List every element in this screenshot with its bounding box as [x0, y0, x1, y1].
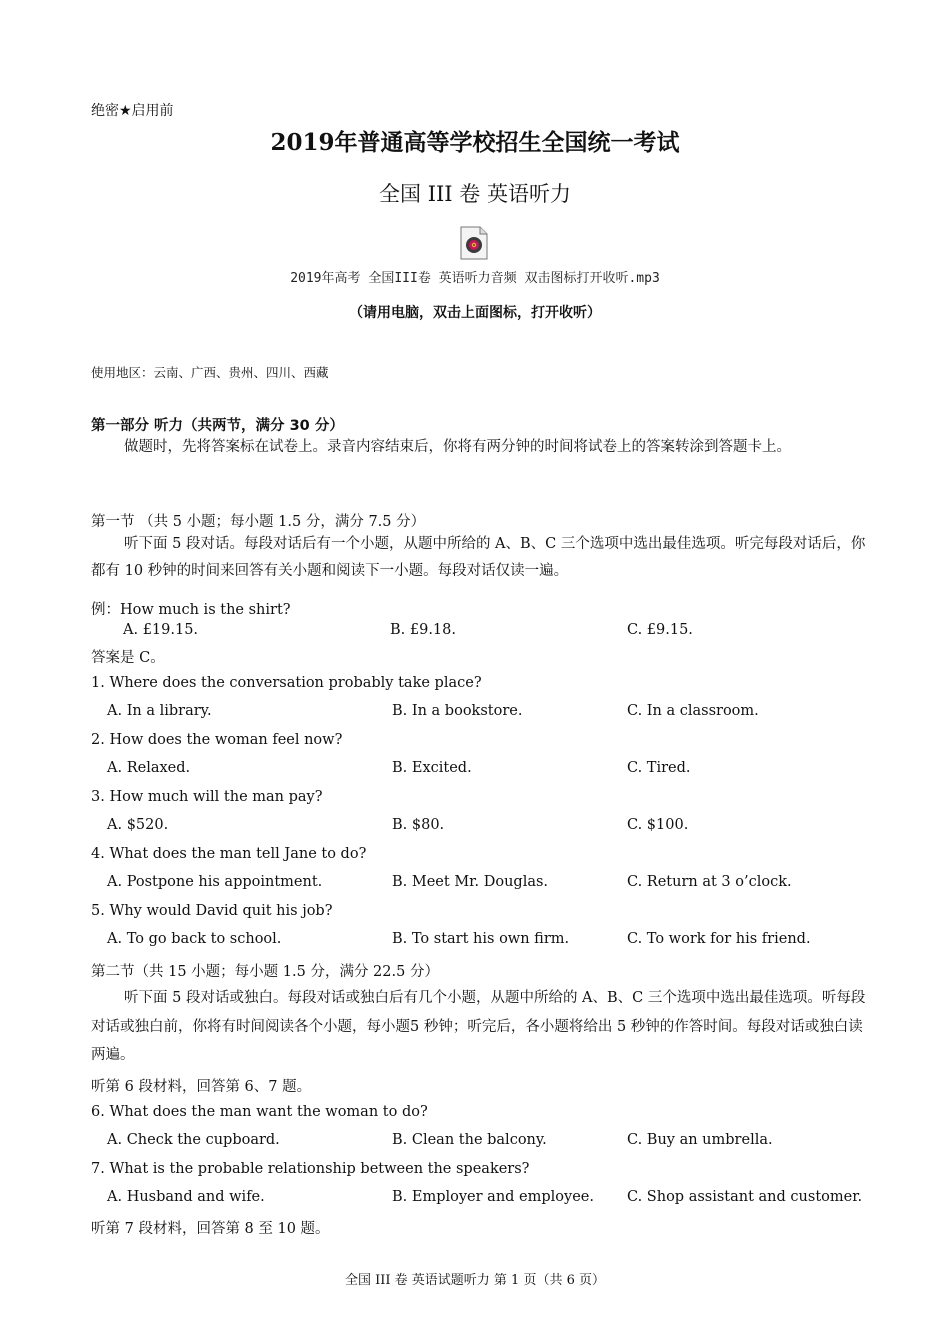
audio-hint: （请用电脑，双击上面图标，打开收听） — [349, 305, 601, 321]
exam-title: 2019年普通高等学校招生全国统一考试 — [270, 129, 680, 156]
question-2: 2. How does the woman feel now? — [91, 732, 343, 748]
material-7-note: 听第 7 段材料，回答第 8 至 10 题。 — [91, 1221, 330, 1237]
q3-option-a: A. $520. — [107, 817, 169, 833]
q2-option-b: B. Excited. — [392, 760, 472, 776]
usage-region: 使用地区：云南、广西、贵州、四川、西藏 — [91, 365, 329, 380]
example-answer: 答案是 C。 — [91, 650, 165, 666]
material-6-note: 听第 6 段材料，回答第 6、7 题。 — [91, 1079, 312, 1095]
q2-option-a: A. Relaxed. — [107, 760, 191, 776]
question-5: 5. Why would David quit his job? — [91, 903, 333, 919]
q4-option-b: B. Meet Mr. Douglas. — [392, 874, 549, 890]
q4-option-a: A. Postpone his appointment. — [107, 874, 323, 890]
question-6: 6. What does the man want the woman to do? — [91, 1104, 428, 1120]
q7-option-c: C. Shop assistant and customer. — [627, 1189, 863, 1205]
example-option-c: C. £9.15. — [627, 622, 693, 638]
question-7: 7. What is the probable relationship between the speakers? — [91, 1161, 530, 1177]
q7-option-a: A. Husband and wife. — [107, 1189, 265, 1205]
q5-option-c: C. To work for his friend. — [627, 931, 811, 947]
q2-option-c: C. Tired. — [627, 760, 691, 776]
q6-option-b: B. Clean the balcony. — [392, 1132, 547, 1148]
q6-option-c: C. Buy an umbrella. — [627, 1132, 773, 1148]
question-1: 1. Where does the conversation probably take place? — [91, 675, 482, 691]
q1-option-a: A. In a library. — [107, 703, 212, 719]
q7-option-b: B. Employer and employee. — [392, 1189, 594, 1205]
exam-subtitle: 全国 III 卷 英语听力 — [379, 182, 571, 206]
q1-option-c: C. In a classroom. — [627, 703, 759, 719]
q4-option-c: C. Return at 3 o’clock. — [627, 874, 792, 890]
q3-option-c: C. $100. — [627, 817, 689, 833]
section1-instructions: 听下面 5 段对话。每段对话后有一个小题，从题中所给的 A、B、C 三个选项中选出最佳选项。听完每段对话后，你都有 10 秒钟的时间来回答有关小题和阅读下一小题。每段对话仅读一遍。 — [91, 536, 866, 579]
example-question: 例：How much is the shirt? — [91, 602, 291, 618]
part1-heading: 第一部分 听力（共两节，满分 30 分） — [91, 418, 344, 434]
example-option-b: B. £9.18. — [390, 622, 456, 638]
page-footer: 全国 III 卷 英语试题听力 第 1 页（共 6 页） — [344, 1273, 605, 1288]
example-option-a: A. £19.15. — [123, 622, 199, 638]
confidential-label: 绝密★启用前 — [91, 103, 174, 119]
audio-file-icon[interactable] — [460, 226, 488, 260]
section2-heading: 第二节（共 15 小题；每小题 1.5 分，满分 22.5 分） — [91, 964, 439, 980]
q3-option-b: B. $80. — [392, 817, 445, 833]
question-3: 3. How much will the man pay? — [91, 789, 323, 805]
question-4: 4. What does the man tell Jane to do? — [91, 846, 367, 862]
audio-file-name[interactable]: 2019年高考 全国III卷 英语听力音频 双击图标打开收听.mp3 — [290, 271, 660, 286]
q1-option-b: B. In a bookstore. — [392, 703, 523, 719]
q6-option-a: A. Check the cupboard. — [107, 1132, 280, 1148]
section2-instructions: 听下面 5 段对话或独白。每段对话或独白后有几个小题，从题中所给的 A、B、C 三个选项中选出最佳选项。听每段对话或独白前，你将有时间阅读各个小题，每小题5 秒钟；听完后，各小题将给出 5 秒钟的作答时间。每段对话或独白读两遍。 — [91, 990, 866, 1063]
q5-option-a: A. To go back to school. — [107, 931, 282, 947]
section1-heading: 第一节 （共 5 小题；每小题 1.5 分，满分 7.5 分） — [91, 514, 426, 530]
part1-instructions: 做题时，先将答案标在试卷上。录音内容结束后，你将有两分钟的时间将试卷上的答案转涂到答题卡上。 — [124, 439, 791, 455]
q5-option-b: B. To start his own firm. — [392, 931, 570, 947]
